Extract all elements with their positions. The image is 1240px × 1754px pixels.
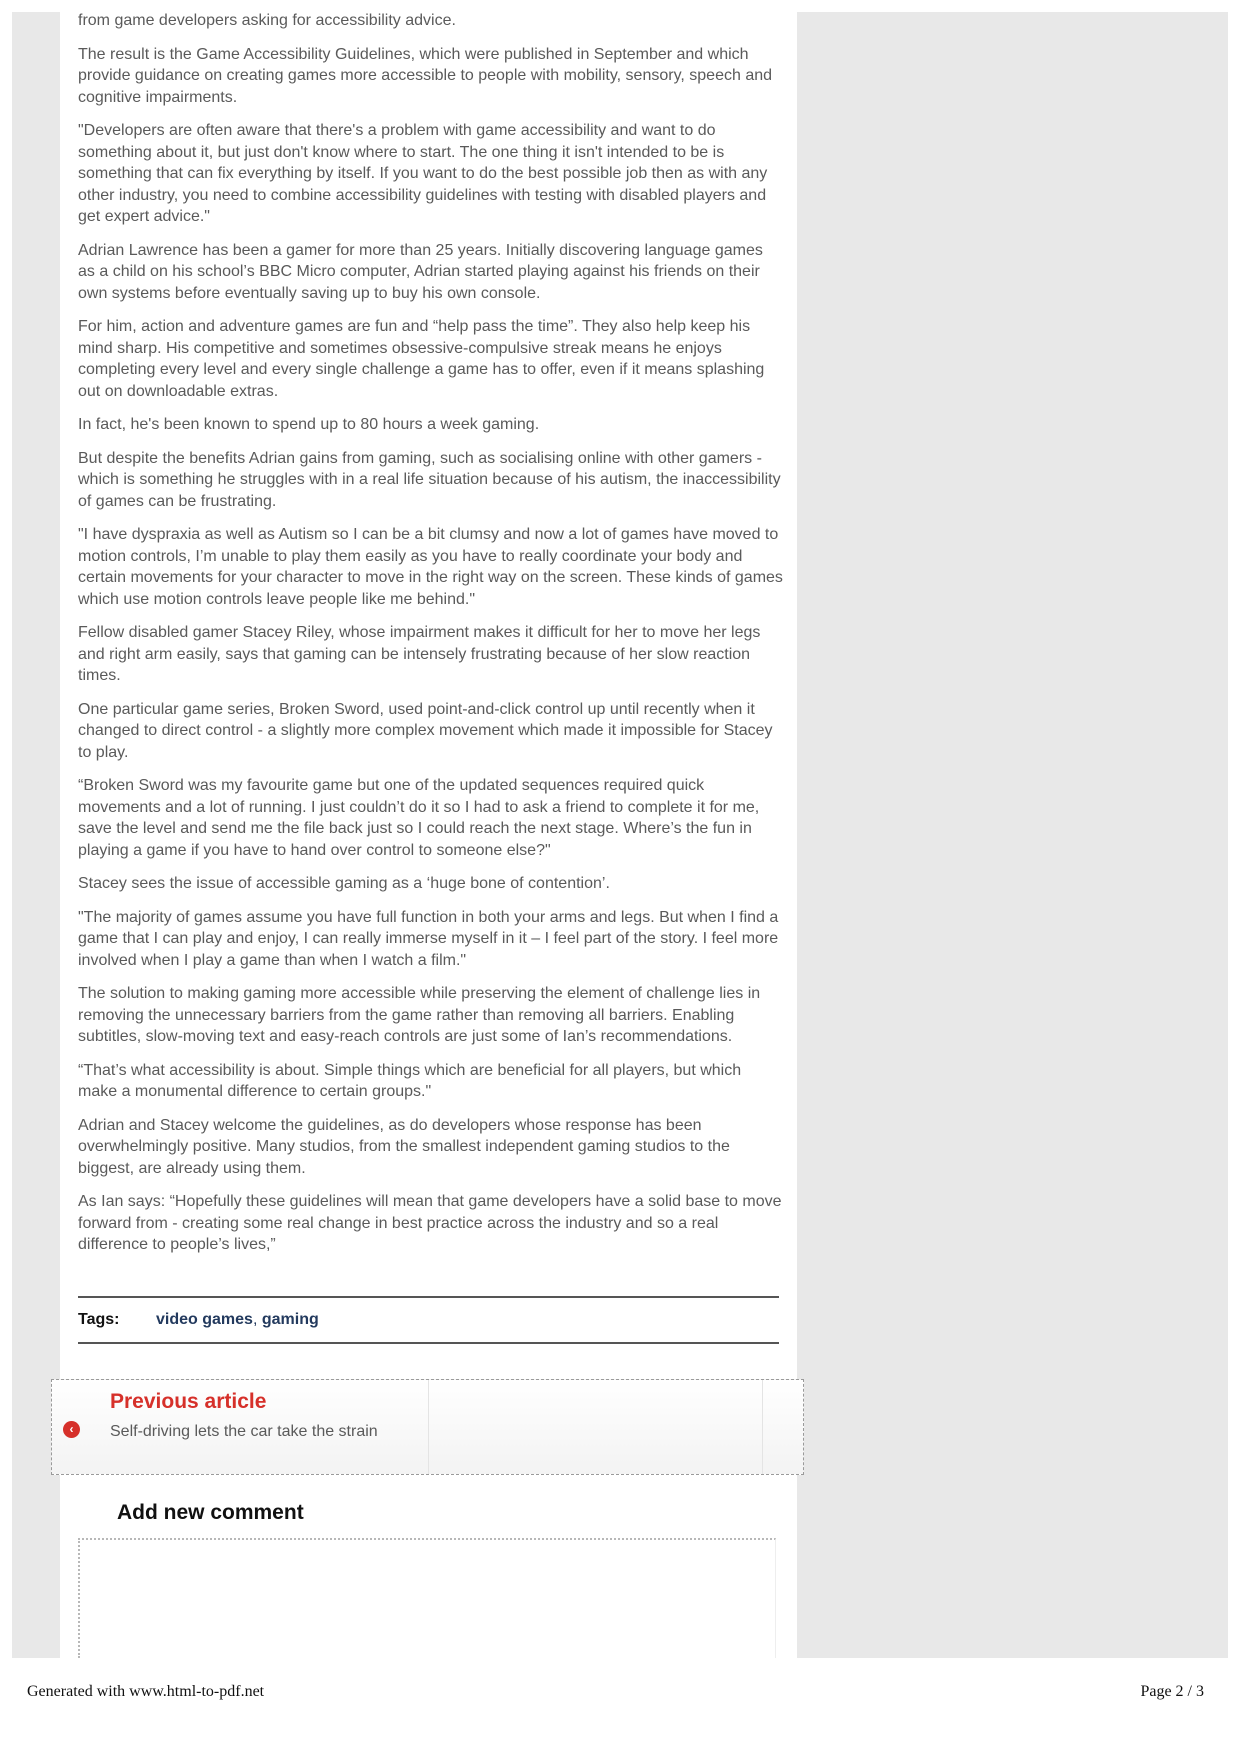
article-paragraph: from game developers asking for accessibility advice.: [78, 12, 456, 29]
tag-separator: ,: [252, 1311, 258, 1328]
add-comment-heading: Add new comment: [117, 1501, 304, 1524]
tags-list: [156, 1311, 319, 1329]
tag-link-gaming[interactable]: gaming: [261, 1311, 319, 1328]
article-paragraph: Fellow disabled gamer Stacey Riley, whose impairment makes it difficult for her to move her legs and right arm easily, says that gaming can be intensely frustrating because of her slow reaction times.: [78, 624, 761, 684]
article-paragraph: "I have dyspraxia as well as Autism so I can be a bit clumsy and now a lot of games have moved to motion controls, I’m unable to play them easily as you have to really coordinate your body and certain movements for your character to move in the right way on the screen. These kinds of games which use motion controls leave people like me behind.": [78, 526, 783, 608]
article-paragraph: As Ian says: “Hopefully these guidelines will mean that game developers have a solid base to move forward from - creating some real change in best practice across the industry and so a real difference to people’s lives,”: [78, 1193, 782, 1253]
tags-bar: [78, 1296, 779, 1344]
article-paragraph: Stacey sees the issue of accessible gaming as a ‘huge bone of contention’.: [78, 875, 610, 892]
article-paragraph: "The majority of games assume you have full function in both your arms and legs. But when I find a game that I can play and enjoy, I can really immerse myself in it – I feel part of the story. I feel more involved when I play a game than when I watch a film.": [78, 908, 779, 969]
article-body: [78, 10, 783, 1268]
article-paragraph: In fact, he's been known to spend up to 80 hours a week gaming.: [78, 416, 540, 433]
footer-page-number: Page 2 / 3: [1140, 1683, 1204, 1700]
previous-article-title[interactable]: Self-driving lets the car take the strain: [110, 1423, 378, 1440]
previous-article-heading[interactable]: Previous article: [110, 1390, 267, 1413]
article-paragraph: For him, action and adventure games are fun and “help pass the time”. They also help keep his mind sharp. His competitive and sometimes obsessive-compulsive streak means he enjoys completing every level and every single challenge a game has to offer, even if it means splashing out on downloadable extras.: [78, 318, 765, 400]
footer-generator: Generated with www.html-to-pdf.net: [27, 1683, 265, 1700]
chevron-left-icon[interactable]: ‹: [63, 1421, 80, 1438]
article-paragraph: “Broken Sword was my favourite game but one of the updated sequences required quick movements and a lot of running. I just couldn’t do it so I had to ask a friend to complete it for me, save the level and send me the file back just so I could reach the next stage. Where’s the fun in playing a game if you have to hand over control to someone else?": [78, 777, 760, 859]
article-paragraph: The solution to making gaming more accessible while preserving the element of challenge lies in removing the unnecessary barriers from the game rather than removing all barriers. Enabling subtitles, slow-moving text and easy-reach controls are just some of Ian’s recommendations.: [78, 985, 761, 1045]
article-paragraph: Adrian and Stacey welcome the guidelines, as do developers whose response has been overwhelmingly positive. Many studios, from the smallest independent gaming studios to the biggest, are already using them.: [78, 1116, 730, 1177]
divider: [762, 1380, 763, 1474]
article-paragraph: Adrian Lawrence has been a gamer for more than 25 years. Initially discovering language games as a child on his school’s BBC Micro computer, Adrian started playing against his friends on their own systems before eventually saving up to buy his own console.: [78, 241, 763, 302]
previous-article-link[interactable]: [51, 1379, 804, 1475]
article-paragraph: “That’s what accessibility is about. Simple things which are beneficial for all players, but which make a monumental difference to certain groups.": [78, 1061, 742, 1100]
tags-label: Tags:: [78, 1311, 120, 1328]
article-paragraph: One particular game series, Broken Sword, used point-and-click control up until recently when it changed to direct control - a slightly more complex movement which made it impossible for Stacey to play.: [78, 700, 773, 761]
tag-link-video-games[interactable]: video games: [156, 1311, 253, 1328]
article-paragraph: The result is the Game Accessibility Guidelines, which were published in September and which provide guidance on creating games more accessible to people with mobility, sensory, speech and cognitive impairments.: [78, 45, 773, 106]
article-paragraph: But despite the benefits Adrian gains from gaming, such as socialising online with other gamers - which is something he struggles with in a real life situation because of his autism, the inaccessibility of games can be frustrating.: [78, 449, 781, 510]
comment-form-area[interactable]: [78, 1538, 776, 1658]
article-paragraph: "Developers are often aware that there's a problem with game accessibility and want to do something about it, but just don't know where to start. The one thing it isn't intended to be is something that can fix everything by itself. If you want to do the best possible job then as with any other industry, you need to combine accessibility guidelines with testing with disabled players and get expert advice.": [78, 122, 768, 225]
divider: [428, 1380, 429, 1474]
